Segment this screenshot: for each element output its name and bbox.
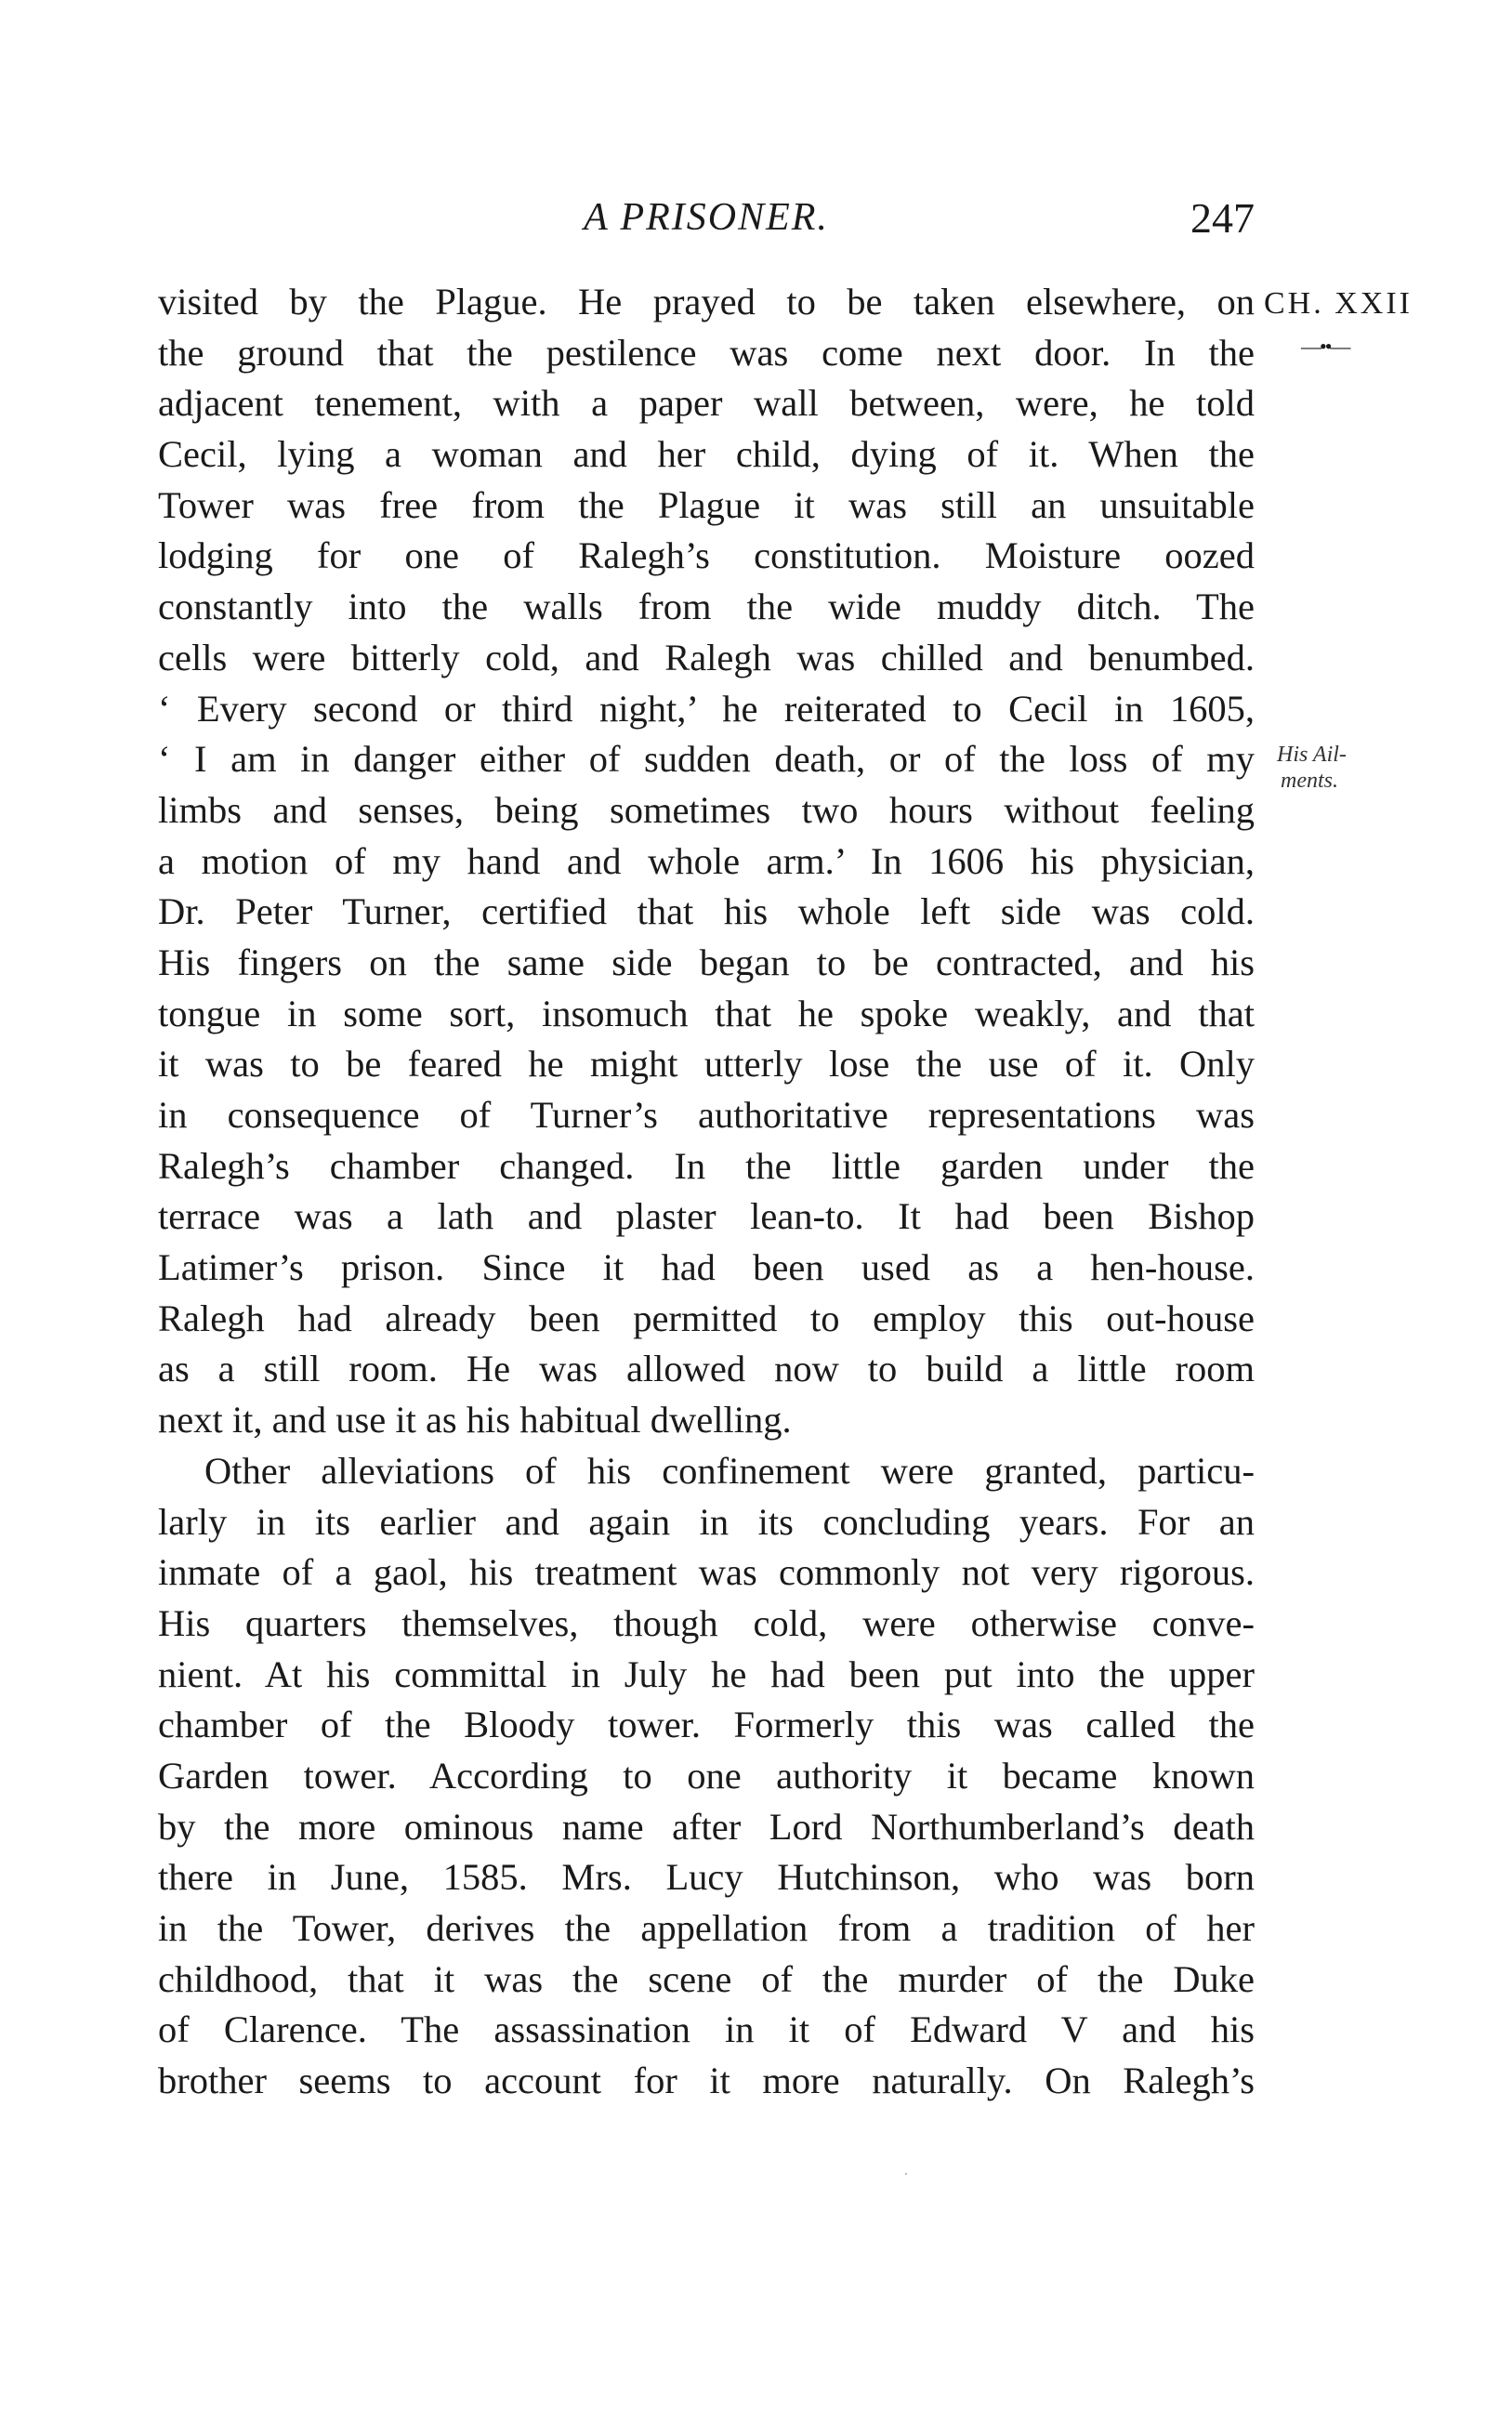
chapter-marker: CH. XXII (1264, 286, 1413, 321)
text-line: visited by the Plague. He prayed to be taken elsewhere, on (158, 281, 1255, 323)
sidenote-line: His Ail- (1277, 743, 1347, 767)
running-title: A PRISONER. (584, 196, 829, 239)
body-text (158, 277, 1255, 2107)
text-line: brother seems to account for it more naturally. On Ralegh’s (158, 2060, 1255, 2102)
text-line: nient. At his committal in July he had been put into the upper (158, 1652, 1255, 1695)
text-line: in consequence of Turner’s authoritative representations was (158, 1094, 1255, 1136)
text-line: adjacent tenement, with a paper wall between, were, he told (158, 382, 1255, 425)
text-line: chamber of the Bloody tower. Formerly this was called the (158, 1704, 1255, 1746)
paragraph-first-line: Other alleviations of his confinement were granted, particu- (204, 1449, 1255, 1492)
text-line: next it, and use it as his habitual dwelling. (158, 1399, 792, 1441)
text-line: tongue in some sort, insomuch that he spoke weakly, and that (158, 992, 1255, 1034)
text-line: His quarters themselves, though cold, were otherwise conve- (158, 1601, 1255, 1644)
text-line: Latimer’s prison. Since it had been used as a hen-house. (158, 1246, 1255, 1289)
ornament-rule: —••— (1301, 335, 1349, 358)
text-line: Ralegh had already been permitted to employ this out-house (158, 1297, 1255, 1339)
text-line: by the more ominous name after Lord Northumberland’s death (158, 1805, 1255, 1848)
text-line: ‘ Every second or third night,’ he reiterated to Cecil in 1605, (158, 687, 1255, 730)
text-line: inmate of a gaol, his treatment was commonly not very rigorous. (158, 1551, 1255, 1594)
text-line: ‘ I am in danger either of sudden death, or of the loss of my (158, 738, 1255, 781)
text-line: His fingers on the same side began to be contracted, and his (158, 941, 1255, 983)
text-line: lodging for one of Ralegh’s constitution. Moisture oozed (158, 534, 1255, 577)
text-line: cells were bitterly cold, and Ralegh was chilled and benumbed. (158, 636, 1255, 678)
text-line: there in June, 1585. Mrs. Lucy Hutchinson, who was born (158, 1856, 1255, 1899)
text-line: Garden tower. According to one authority it became known (158, 1754, 1255, 1797)
text-line: constantly into the walls from the wide muddy ditch. The (158, 586, 1255, 628)
sidenote (1277, 742, 1347, 794)
text-line: of Clarence. The assassination in it of Edward V and his (158, 2008, 1255, 2051)
text-line: Dr. Peter Turner, certified that his whole left side was cold. (158, 890, 1255, 933)
text-line: as a still room. He was allowed now to build a little room (158, 1348, 1255, 1390)
text-line: terrace was a lath and plaster lean-to. It had been Bishop (158, 1195, 1255, 1238)
text-line: a motion of my hand and whole arm.’ In 1606 his physician, (158, 839, 1255, 882)
text-line: Cecil, lying a woman and her child, dying of it. When the (158, 433, 1255, 476)
text-line: it was to be feared he might utterly lose the use of it. Only (158, 1043, 1255, 1086)
page-number: 247 (1190, 194, 1255, 242)
text-line: Ralegh’s chamber changed. In the little garden under the (158, 1144, 1255, 1187)
sidenote-line: ments. (1281, 769, 1338, 793)
text-line: Tower was free from the Plague it was still an unsuitable (158, 483, 1255, 526)
page-header (158, 186, 1255, 242)
paper-speck (905, 2173, 907, 2175)
text-line: childhood, that it was the scene of the murder of the Duke (158, 1957, 1255, 2000)
text-line: limbs and senses, being sometimes two hours without feeling (158, 788, 1255, 831)
text-line: in the Tower, derives the appellation from a tradition of her (158, 1907, 1255, 1949)
text-line: the ground that the pestilence was come next door. In the (158, 331, 1255, 374)
text-line: larly in its earlier and again in its concluding years. For an (158, 1500, 1255, 1543)
